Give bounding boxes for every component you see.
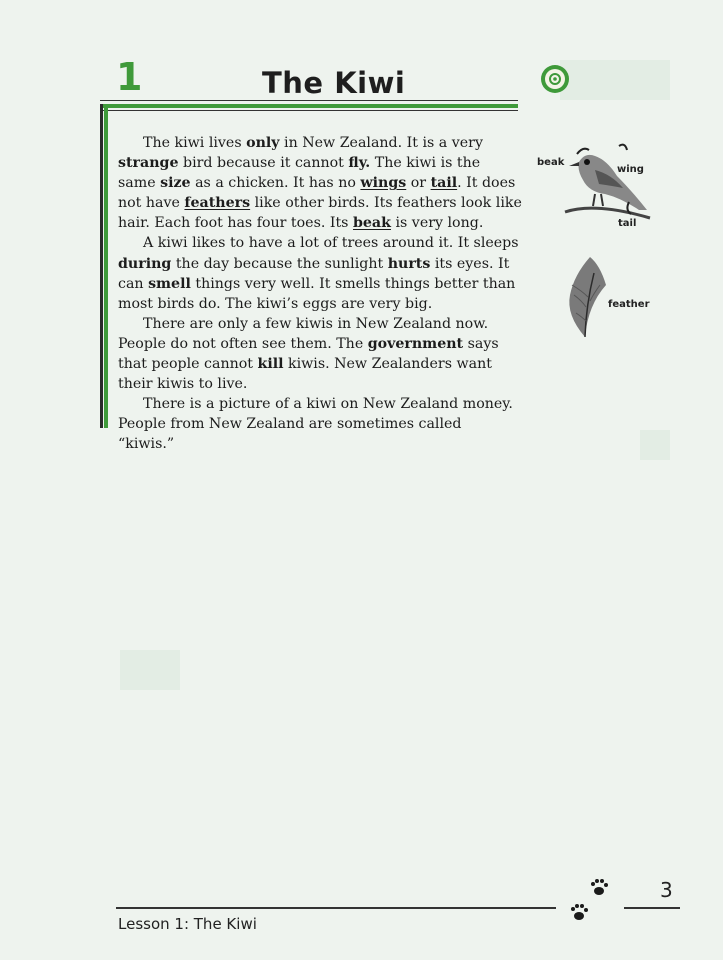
passage-text: A kiwi likes to have a lot of trees around it. It sleeps (143, 235, 519, 252)
bird-illustration (555, 140, 655, 220)
passage-text: kiwis. New Zealanders want their kiwis to live. (118, 356, 492, 393)
passage-text: or (406, 175, 431, 192)
reading-badge-icon (540, 64, 570, 94)
passage-text: is very long. (390, 215, 484, 232)
key-word: only (246, 135, 280, 151)
footer-lesson-label: Lesson 1: The Kiwi (118, 915, 257, 933)
passage-text: things very well. It smells things better than most birds do. The kiwi’s eggs are very big. (118, 275, 516, 312)
passage-text: like other birds. Its feathers look like hair. Each foot has four toes. Its (118, 195, 522, 232)
title-rule-accent (100, 104, 518, 108)
feather-illustration (560, 255, 610, 340)
paragraph-1 (118, 133, 522, 233)
passage-text: as a chicken. It has no (190, 175, 361, 192)
paragraph-2 (118, 233, 522, 313)
paw-prints-icon (566, 878, 616, 928)
key-word: strange (118, 155, 179, 172)
passage-text: There is a picture of a kiwi on New Zealand money. People from New Zealand are sometimes called “kiwis.” (118, 396, 513, 453)
key-word: tail (430, 175, 458, 192)
passage-text: says that people cannot (118, 335, 499, 373)
key-word: smell (148, 275, 191, 292)
reading-passage (118, 133, 522, 455)
passage-text: The kiwi is the same (118, 155, 481, 192)
show-through-ghost (640, 430, 670, 460)
key-word: kill (257, 356, 284, 373)
key-word: hurts (387, 255, 431, 272)
passage-side-rule-accent (104, 104, 108, 428)
paragraph-3 (118, 314, 522, 394)
passage-side-rule (100, 104, 103, 428)
paragraph-4 (118, 394, 522, 454)
passage-text: . It does not have (118, 175, 516, 212)
show-through-ghost (120, 650, 180, 690)
title-rule (100, 100, 518, 101)
passage-text: bird because it cannot (178, 155, 349, 172)
lesson-number: 1 (116, 55, 143, 99)
key-word: government (367, 335, 464, 352)
title-rule (100, 110, 518, 111)
show-through-ghost (560, 60, 670, 100)
footer-rule (116, 907, 556, 909)
key-word: wings (360, 175, 407, 192)
page-number: 3 (660, 878, 673, 902)
key-word: during (118, 255, 172, 272)
label-wing: wing (617, 164, 644, 175)
passage-text: its eyes. It can (118, 255, 510, 292)
label-feather: feather (608, 299, 650, 310)
lesson-title: The Kiwi (262, 66, 406, 100)
key-word: fly. (348, 155, 371, 172)
passage-text: in New Zealand. It is a very (279, 135, 483, 151)
passage-text: the day because the sunlight (171, 255, 388, 272)
key-word: size (160, 175, 191, 192)
key-word: beak (352, 215, 391, 232)
passage-text: The kiwi lives (143, 135, 247, 151)
footer-rule (624, 907, 680, 909)
label-beak: beak (537, 157, 565, 168)
passage-text: There are only a few kiwis in New Zealand now. People do not often see them. The (118, 315, 489, 352)
key-word: feathers (184, 195, 251, 212)
label-tail: tail (618, 218, 637, 229)
